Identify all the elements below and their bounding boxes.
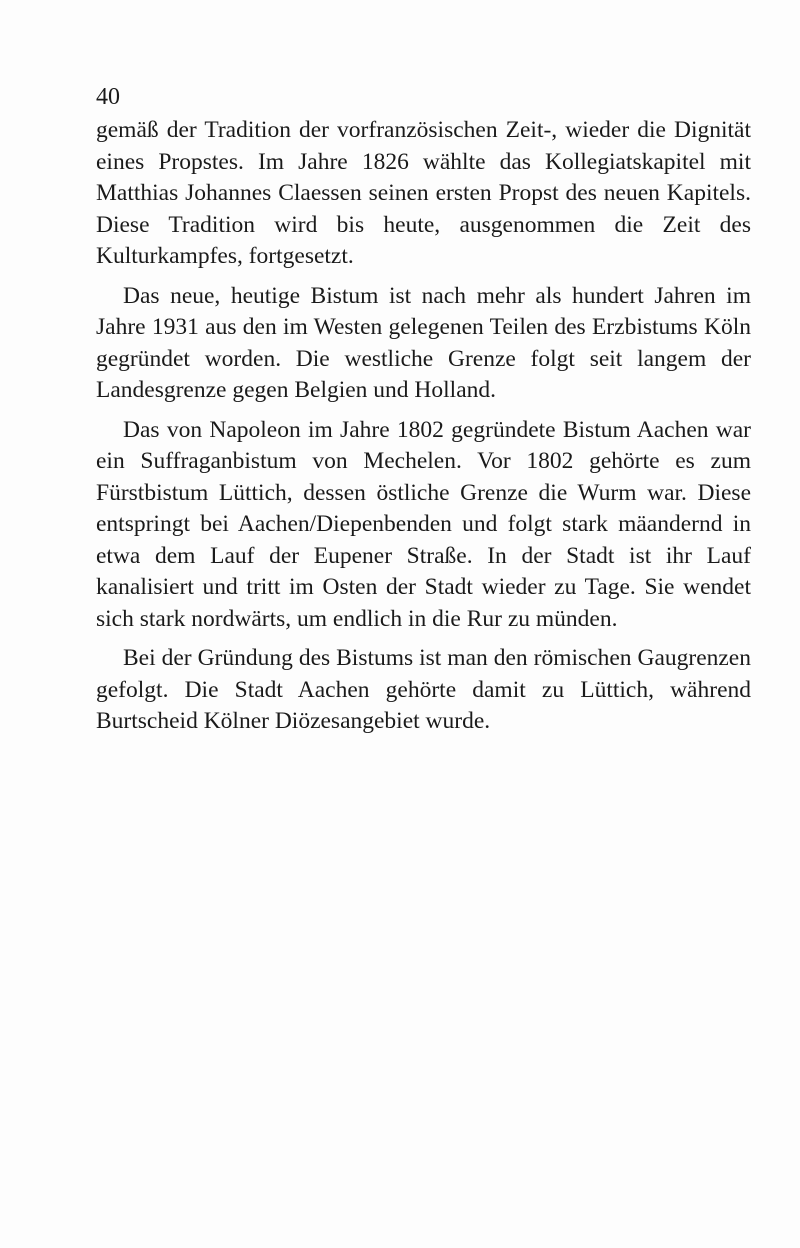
paragraph-3: Das von Napoleon im Jahre 1802 gegründete Bistum Aachen war ein Suffraganbistum von Mechelen. Vor 1802 gehörte es zum Fürstbistum Lüttich, dessen östliche Grenze die Wurm war. Diese entspringt bei Aachen/Diepenbenden und folgt stark mäandernd in etwa dem Lauf der Eupener Straße. In der Stadt ist ihr Lauf kanalisiert und tritt im Osten der Stadt wieder zu Tage. Sie wendet sich stark nordwärts, um endlich in die Rur zu münden. <box>96 416 751 632</box>
body-text <box>96 115 751 746</box>
paragraph-2: Das neue, heutige Bistum ist nach mehr als hundert Jahren im Jahre 1931 aus den im Westen gelegenen Teilen des Erzbistums Köln gegründet worden. Die westliche Grenze folgt seit langem der Landesgrenze gegen Belgien und Holland. <box>96 282 751 403</box>
paragraph-4: Bei der Gründung des Bistums ist man den römischen Gaugrenzen gefolgt. Die Stadt Aachen gehörte damit zu Lüttich, während Burtscheid Kölner Diözesangebiet wurde. <box>96 645 751 734</box>
paragraph-1: gemäß der Tradition der vorfranzösischen Zeit-, wieder die Dignität eines Propstes. Im Jahre 1826 wählte das Kollegiatskapitel mit Matthias Johannes Claessen seinen ersten Propst des neuen Kapitels. Diese Tradition wird bis heute, ausgenommen die Zeit des Kulturkampfes, fortgesetzt. <box>96 117 751 269</box>
page-number: 40 <box>96 84 120 110</box>
